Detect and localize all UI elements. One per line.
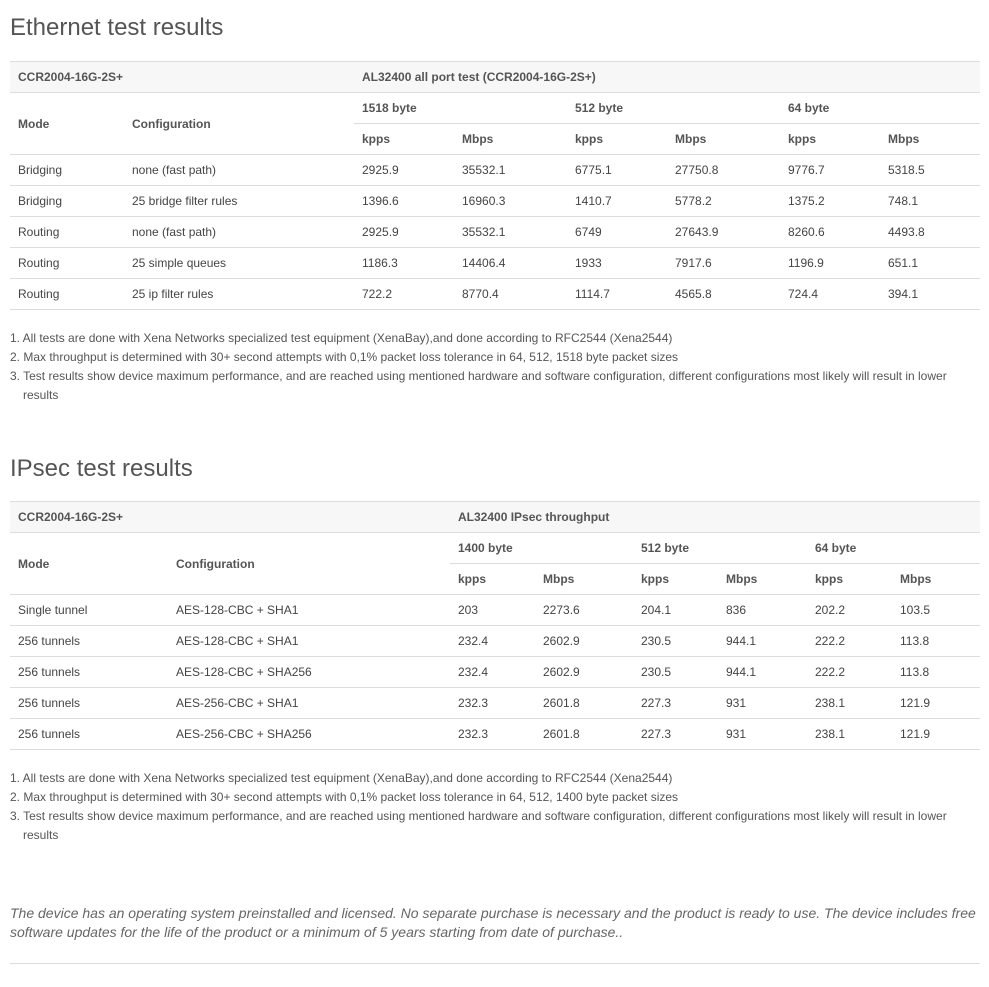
- packet-size-header: 1400 byte: [450, 533, 633, 564]
- value-cell: 1186.3: [354, 248, 454, 279]
- value-cell: 232.4: [450, 626, 535, 657]
- value-cell: 944.1: [718, 626, 807, 657]
- ipsec-rows: [10, 595, 980, 750]
- table-row: [10, 595, 980, 626]
- mode-cell: Single tunnel: [10, 595, 168, 626]
- value-cell: 748.1: [880, 186, 980, 217]
- device-header: CCR2004-16G-2S+: [10, 62, 354, 93]
- packet-size-header: 64 byte: [780, 93, 980, 124]
- ethernet-rows: [10, 155, 980, 310]
- configuration-cell: AES-128-CBC + SHA256: [168, 657, 450, 688]
- mode-cell: 256 tunnels: [10, 657, 168, 688]
- configuration-header: Configuration: [168, 533, 450, 595]
- mode-cell: 256 tunnels: [10, 719, 168, 750]
- value-cell: 14406.4: [454, 248, 567, 279]
- test-name-header: AL32400 IPsec throughput: [450, 502, 980, 533]
- mode-cell: Bridging: [10, 186, 124, 217]
- value-cell: 113.8: [892, 657, 980, 688]
- value-cell: 5778.2: [667, 186, 780, 217]
- value-cell: 7917.6: [667, 248, 780, 279]
- value-cell: 1933: [567, 248, 667, 279]
- value-cell: 944.1: [718, 657, 807, 688]
- table-row: [10, 626, 980, 657]
- mode-cell: Routing: [10, 279, 124, 310]
- configuration-cell: 25 simple queues: [124, 248, 354, 279]
- packet-size-header: 1518 byte: [354, 93, 567, 124]
- value-cell: 230.5: [633, 657, 718, 688]
- note-item: 1. All tests are done with Xena Networks specialized test equipment (XenaBay),and done according to RFC2544 (Xena2544): [10, 771, 673, 785]
- value-cell: 227.3: [633, 719, 718, 750]
- value-cell: 8260.6: [780, 217, 880, 248]
- value-cell: 9776.7: [780, 155, 880, 186]
- configuration-cell: AES-128-CBC + SHA1: [168, 595, 450, 626]
- value-cell: 202.2: [807, 595, 892, 626]
- value-cell: 230.5: [633, 626, 718, 657]
- value-cell: 1410.7: [567, 186, 667, 217]
- license-note: The device has an operating system preinstalled and licensed. No separate purchase is necessary and the product is ready to use. The device includes free software updates for the life of the product or a minimum of 5 years starting from date of purchase..: [10, 905, 976, 940]
- value-cell: 35532.1: [454, 155, 567, 186]
- value-cell: 6749: [567, 217, 667, 248]
- configuration-cell: AES-256-CBC + SHA1: [168, 688, 450, 719]
- device-header: CCR2004-16G-2S+: [10, 502, 450, 533]
- ethernet-results-table: [10, 61, 980, 310]
- table-row: [10, 688, 980, 719]
- value-cell: 103.5: [892, 595, 980, 626]
- configuration-header: Configuration: [124, 93, 354, 155]
- value-cell: 836: [718, 595, 807, 626]
- unit-header: kpps: [780, 124, 880, 155]
- value-cell: 232.3: [450, 688, 535, 719]
- table-row: [10, 279, 980, 310]
- mode-cell: 256 tunnels: [10, 688, 168, 719]
- ipsec-notes: [10, 769, 970, 845]
- table-row: [10, 186, 980, 217]
- value-cell: 2273.6: [535, 595, 633, 626]
- unit-header: Mbps: [667, 124, 780, 155]
- value-cell: 2601.8: [535, 719, 633, 750]
- configuration-cell: AES-128-CBC + SHA1: [168, 626, 450, 657]
- value-cell: 4565.8: [667, 279, 780, 310]
- unit-header: kpps: [807, 564, 892, 595]
- unit-header: Mbps: [880, 124, 980, 155]
- configuration-cell: 25 ip filter rules: [124, 279, 354, 310]
- unit-header: kpps: [354, 124, 454, 155]
- value-cell: 1114.7: [567, 279, 667, 310]
- value-cell: 35532.1: [454, 217, 567, 248]
- value-cell: 1196.9: [780, 248, 880, 279]
- divider: [10, 963, 980, 964]
- ipsec-results-table: [10, 501, 980, 750]
- value-cell: 121.9: [892, 719, 980, 750]
- value-cell: 931: [718, 688, 807, 719]
- mode-header: Mode: [10, 533, 168, 595]
- unit-header: Mbps: [454, 124, 567, 155]
- value-cell: 238.1: [807, 688, 892, 719]
- ethernet-notes: [10, 329, 970, 405]
- table-row: [10, 217, 980, 248]
- value-cell: 2925.9: [354, 217, 454, 248]
- mode-cell: Bridging: [10, 155, 124, 186]
- value-cell: 5318.5: [880, 155, 980, 186]
- value-cell: 931: [718, 719, 807, 750]
- table-row: [10, 657, 980, 688]
- value-cell: 2925.9: [354, 155, 454, 186]
- value-cell: 232.3: [450, 719, 535, 750]
- packet-size-header: 512 byte: [633, 533, 807, 564]
- ipsec-title: IPsec test results: [10, 455, 193, 482]
- value-cell: 204.1: [633, 595, 718, 626]
- value-cell: 2601.8: [535, 688, 633, 719]
- unit-header: kpps: [633, 564, 718, 595]
- mode-header: Mode: [10, 93, 124, 155]
- value-cell: 394.1: [880, 279, 980, 310]
- value-cell: 27750.8: [667, 155, 780, 186]
- value-cell: 1375.2: [780, 186, 880, 217]
- value-cell: 2602.9: [535, 626, 633, 657]
- table-row: [10, 248, 980, 279]
- value-cell: 724.4: [780, 279, 880, 310]
- value-cell: 227.3: [633, 688, 718, 719]
- value-cell: 232.4: [450, 657, 535, 688]
- value-cell: 722.2: [354, 279, 454, 310]
- mode-cell: Routing: [10, 217, 124, 248]
- note-item: 1. All tests are done with Xena Networks specialized test equipment (XenaBay),and done according to RFC2544 (Xena2544): [10, 331, 673, 345]
- value-cell: 2602.9: [535, 657, 633, 688]
- value-cell: 203: [450, 595, 535, 626]
- configuration-cell: none (fast path): [124, 217, 354, 248]
- unit-header: kpps: [450, 564, 535, 595]
- mode-cell: Routing: [10, 248, 124, 279]
- value-cell: 651.1: [880, 248, 980, 279]
- value-cell: 222.2: [807, 626, 892, 657]
- test-name-header: AL32400 all port test (CCR2004-16G-2S+): [354, 62, 980, 93]
- configuration-cell: 25 bridge filter rules: [124, 186, 354, 217]
- note-item: 3. Test results show device maximum performance, and are reached using mentioned hardware and software configuration, different configurations most likely will result in lower results: [10, 369, 947, 402]
- value-cell: 238.1: [807, 719, 892, 750]
- value-cell: 8770.4: [454, 279, 567, 310]
- unit-header: kpps: [567, 124, 667, 155]
- unit-header: Mbps: [718, 564, 807, 595]
- configuration-cell: AES-256-CBC + SHA256: [168, 719, 450, 750]
- value-cell: 6775.1: [567, 155, 667, 186]
- packet-size-header: 64 byte: [807, 533, 980, 564]
- mode-cell: 256 tunnels: [10, 626, 168, 657]
- value-cell: 16960.3: [454, 186, 567, 217]
- value-cell: 4493.8: [880, 217, 980, 248]
- value-cell: 1396.6: [354, 186, 454, 217]
- unit-header: Mbps: [892, 564, 980, 595]
- value-cell: 113.8: [892, 626, 980, 657]
- ethernet-title: Ethernet test results: [10, 14, 224, 41]
- table-row: [10, 155, 980, 186]
- packet-size-header: 512 byte: [567, 93, 780, 124]
- table-row: [10, 719, 980, 750]
- note-item: 2. Max throughput is determined with 30+ second attempts with 0,1% packet loss tolerance in 64, 512, 1518 byte packet sizes: [10, 350, 679, 364]
- configuration-cell: none (fast path): [124, 155, 354, 186]
- note-item: 3. Test results show device maximum performance, and are reached using mentioned hardware and software configuration, different configurations most likely will result in lower results: [10, 809, 947, 842]
- value-cell: 27643.9: [667, 217, 780, 248]
- unit-header: Mbps: [535, 564, 633, 595]
- value-cell: 121.9: [892, 688, 980, 719]
- note-item: 2. Max throughput is determined with 30+ second attempts with 0,1% packet loss tolerance in 64, 512, 1400 byte packet sizes: [10, 790, 679, 804]
- value-cell: 222.2: [807, 657, 892, 688]
